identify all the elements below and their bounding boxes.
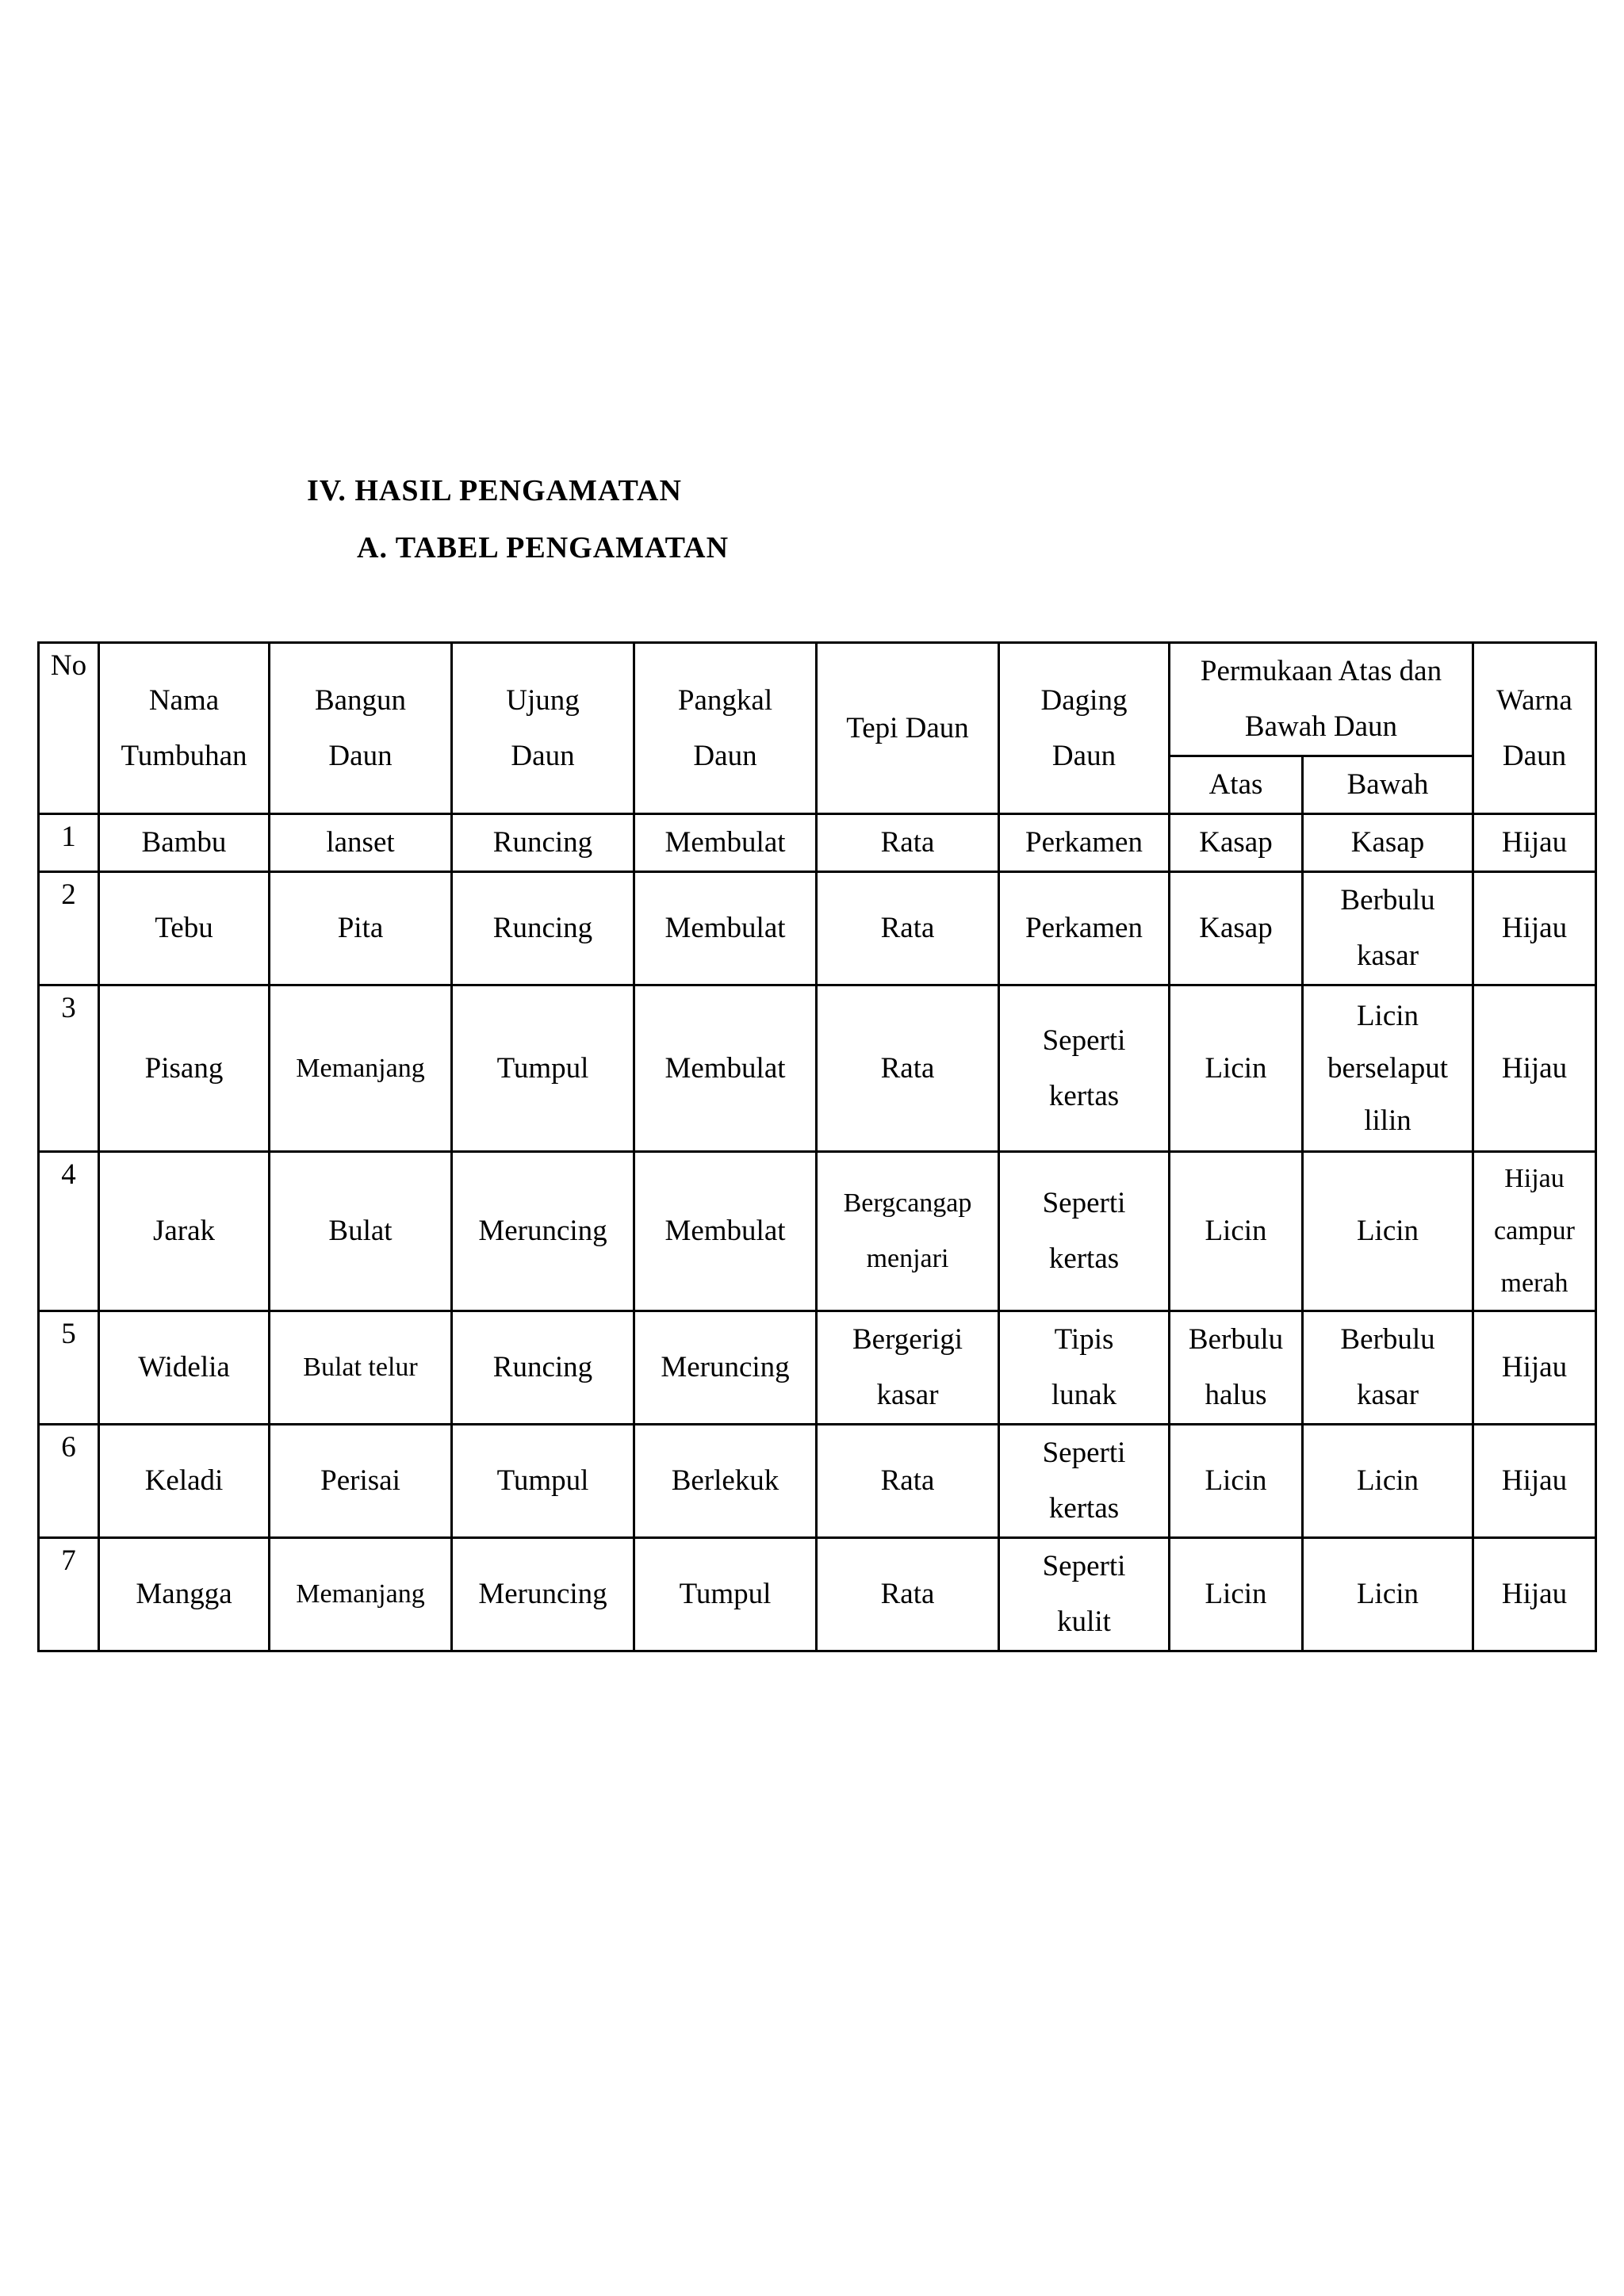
cell-line: Membulat [665,1215,786,1247]
cell-line: kasar [1356,939,1419,972]
cell-line: Tumpul [496,1464,589,1497]
cell-line: Keladi [144,1464,224,1497]
cell-line: Pita [337,912,384,944]
header-ujung-daun [452,643,634,814]
cell-bawah [1303,1538,1473,1651]
cell-line: merah [1500,1269,1568,1298]
cell-line: Licin [1356,1215,1419,1247]
cell-line: Meruncing [478,1578,607,1610]
cell-no: 7 [39,1538,99,1651]
cell-bawah [1303,1152,1473,1311]
header-line: Pangkal [677,683,773,717]
cell-warna [1473,1152,1596,1311]
cell-line: kertas [1048,1079,1120,1112]
cell-line: Bergerigi [852,1323,963,1356]
header-line: Ujung [506,683,580,717]
cell-bawah [1303,814,1473,872]
cell-line: Hijau [1501,826,1568,859]
table-row [39,985,1596,1152]
cell-tepi [817,1425,999,1538]
cell-ujung [452,1538,634,1651]
cell-tepi [817,872,999,985]
cell-bawah [1303,872,1473,985]
cell-line: Licin [1205,1464,1267,1497]
cell-ujung [452,814,634,872]
cell-pangkal [634,1425,817,1538]
cell-line: Pisang [144,1051,224,1085]
cell-line: Berlekuk [671,1464,779,1497]
header-atas: Atas [1170,756,1303,814]
cell-pangkal [634,872,817,985]
cell-bangun [270,985,452,1152]
cell-tepi [817,814,999,872]
section-heading: IV. HASIL PENGAMATAN [307,474,682,507]
cell-line: kertas [1048,1242,1120,1275]
cell-line: menjari [866,1244,949,1273]
cell-no: 1 [39,814,99,872]
cell-bangun [270,814,452,872]
cell-line: Perisai [320,1464,400,1497]
cell-tepi [817,1538,999,1651]
cell-no: 4 [39,1152,99,1311]
cell-line: Bulat telur [303,1353,418,1382]
cell-tepi [817,1152,999,1311]
cell-line: Seperti [1042,1024,1126,1057]
cell-line: Bergcangap [843,1188,972,1218]
cell-line: Licin [1205,1215,1267,1247]
cell-line: campur [1494,1216,1575,1246]
cell-line: lanset [326,826,395,859]
subsection-heading: A. TABEL PENGAMATAN [357,531,730,564]
cell-warna [1473,872,1596,985]
cell-line: lilin [1364,1104,1411,1137]
cell-line: Rata [880,912,935,944]
table-row [39,872,1596,985]
cell-line: Hijau [1501,1351,1568,1383]
header-line: Bangun [314,683,407,717]
cell-daging [999,1425,1170,1538]
cell-line: Widelia [138,1351,230,1383]
cell-bangun [270,1425,452,1538]
cell-daging [999,985,1170,1152]
header-daging-daun [999,643,1170,814]
cell-nama [99,1538,270,1651]
cell-line: kertas [1048,1492,1120,1525]
header-bangun-daun [270,643,452,814]
cell-line: Runcing [492,1351,593,1383]
cell-nama [99,1425,270,1538]
cell-no: 3 [39,985,99,1152]
cell-line: Jarak [152,1215,216,1247]
cell-daging [999,1311,1170,1425]
cell-nama [99,1152,270,1311]
cell-line: Bambu [141,826,227,859]
cell-tepi [817,1311,999,1425]
cell-pangkal [634,1311,817,1425]
table-row [39,1425,1596,1538]
cell-no: 2 [39,872,99,985]
cell-bangun [270,872,452,985]
header-line: Bawah Daun [1244,710,1398,743]
cell-ujung [452,1152,634,1311]
cell-line: Rata [880,826,935,859]
cell-line: berselaput [1327,1051,1449,1085]
cell-line: Meruncing [661,1351,790,1383]
cell-nama [99,1311,270,1425]
header-line: Tepi Daun [846,711,969,744]
cell-line: Kasap [1199,912,1273,944]
cell-atas [1170,1538,1303,1651]
cell-line: Licin [1205,1578,1267,1610]
header-line: Daun [328,739,393,772]
cell-line: Seperti [1042,1437,1126,1469]
cell-line: Tumpul [679,1578,772,1610]
cell-line: Berbulu [1188,1323,1284,1356]
header-line: Warna [1496,683,1572,717]
cell-daging [999,1538,1170,1651]
header-line: Daging [1040,683,1128,717]
cell-atas [1170,814,1303,872]
cell-line: Licin [1356,999,1419,1032]
header-permukaan [1170,643,1473,756]
cell-line: Berbulu [1340,1323,1435,1356]
cell-no: 5 [39,1311,99,1425]
cell-warna [1473,985,1596,1152]
cell-ujung [452,872,634,985]
cell-line: Membulat [665,912,786,944]
cell-ujung [452,1311,634,1425]
cell-nama [99,814,270,872]
cell-line: Tumpul [496,1051,589,1085]
header-no: No [39,643,99,814]
cell-line: Runcing [492,826,593,859]
header-line: Tumbuhan [121,739,247,772]
header-line: Nama [148,683,220,717]
cell-warna [1473,1425,1596,1538]
cell-atas [1170,1425,1303,1538]
cell-daging [999,1152,1170,1311]
header-pangkal-daun [634,643,817,814]
table-row [39,814,1596,872]
cell-line: Membulat [665,1051,786,1085]
table-row [39,1311,1596,1425]
cell-no: 6 [39,1425,99,1538]
cell-bawah [1303,985,1473,1152]
cell-line: Hijau [1501,1464,1568,1497]
header-warna-daun [1473,643,1596,814]
cell-bangun [270,1311,452,1425]
header-tepi-daun [817,643,999,814]
cell-line: Hijau [1504,1164,1565,1193]
header-line: Daun [511,739,575,772]
cell-pangkal [634,1538,817,1651]
cell-line: Kasap [1199,826,1273,859]
cell-line: Meruncing [478,1215,607,1247]
header-line: Daun [1502,739,1567,772]
table-body [39,814,1596,1651]
cell-line: Rata [880,1464,935,1497]
cell-tepi [817,985,999,1152]
cell-line: Kasap [1350,826,1425,859]
cell-warna [1473,1311,1596,1425]
cell-line: Bulat [328,1215,393,1247]
table-row [39,1538,1596,1651]
cell-line: Licin [1356,1464,1419,1497]
table-row [39,1152,1596,1311]
cell-atas [1170,1311,1303,1425]
cell-ujung [452,1425,634,1538]
cell-pangkal [634,985,817,1152]
cell-line: Licin [1356,1578,1419,1610]
cell-nama [99,985,270,1152]
cell-bawah [1303,1425,1473,1538]
header-line: Daun [693,739,757,772]
cell-daging [999,814,1170,872]
header-line: Daun [1051,739,1116,772]
cell-atas [1170,1152,1303,1311]
cell-line: Hijau [1501,912,1568,944]
cell-bawah [1303,1311,1473,1425]
cell-line: Tipis [1054,1323,1114,1356]
cell-line: Seperti [1042,1187,1126,1219]
cell-pangkal [634,814,817,872]
cell-line: Seperti [1042,1550,1126,1582]
cell-line: halus [1205,1379,1267,1411]
cell-line: kulit [1057,1605,1111,1638]
cell-line: kasar [876,1379,939,1411]
cell-warna [1473,814,1596,872]
cell-bangun [270,1152,452,1311]
cell-line: Hijau [1501,1051,1568,1085]
cell-ujung [452,985,634,1152]
cell-line: lunak [1051,1379,1117,1411]
cell-line: Membulat [665,826,786,859]
table-header-row [39,643,1596,756]
cell-line: Perkamen [1025,912,1143,944]
cell-nama [99,872,270,985]
cell-daging [999,872,1170,985]
cell-bangun [270,1538,452,1651]
cell-line: Licin [1205,1051,1267,1085]
header-nama-tumbuhan [99,643,270,814]
header-line: Permukaan Atas dan [1200,655,1442,687]
cell-line: Perkamen [1025,826,1143,859]
cell-line: Memanjang [296,1579,425,1609]
cell-line: Memanjang [296,1053,425,1083]
cell-line: Runcing [492,912,593,944]
observation-table [37,641,1597,1652]
cell-line: Berbulu [1340,884,1435,916]
cell-line: Tebu [155,912,213,944]
header-bawah: Bawah [1303,756,1473,814]
cell-line: Mangga [136,1578,232,1610]
cell-pangkal [634,1152,817,1311]
cell-atas [1170,985,1303,1152]
cell-warna [1473,1538,1596,1651]
cell-atas [1170,872,1303,985]
cell-line: kasar [1356,1379,1419,1411]
cell-line: Hijau [1501,1578,1568,1610]
cell-line: Rata [880,1578,935,1610]
cell-line: Rata [880,1051,935,1085]
